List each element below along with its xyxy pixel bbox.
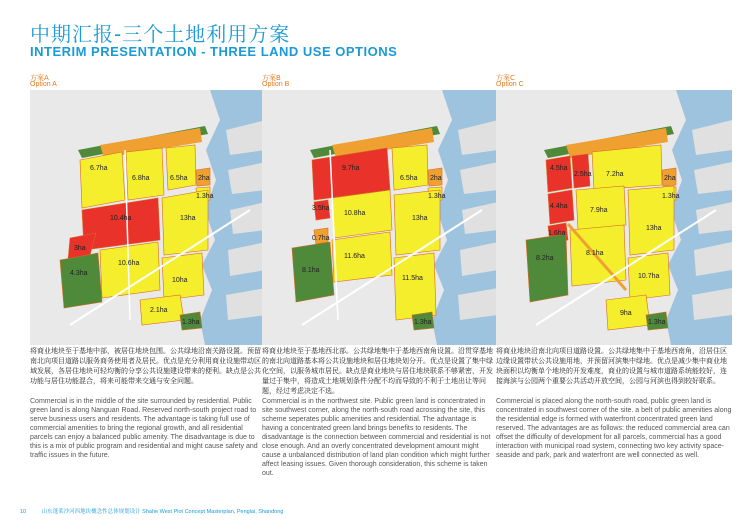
parcel-area-label: 1.3ha [428,193,446,200]
option-a-map [30,90,266,345]
parcel-area-label: 8.1ha [586,250,604,257]
page-title-en: INTERIM PRESENTATION - THREE LAND USE OPTIONS [30,44,398,59]
option-c-label-en: Option C [496,81,524,88]
parcel-area-label: 8.2ha [536,255,554,262]
parcel-area-label: 3.5ha [312,205,330,212]
option-a-label-cn: 方案A [30,74,49,82]
option-c-desc-en: Commercial is placed along the north-south road, public green land is concentrated in southwest corner of the site. a belt of public amenities along the residential edge is formed with waterfront concentrated green land reserved. The advantages are as follows: the reduced commercial area can offset the difficulty of development for all parcels, commercial has a good interaction with municipal road system, connecting two key activity space-seaside and park, park and waterfront are well connected as well. [496,398,732,459]
parcel-area-label: 2ha [430,175,442,182]
parcel-area-label: 4.3ha [70,270,88,277]
parcel-area-label: 10.8ha [344,210,366,217]
parcel-area-label: 10.4ha [110,215,132,222]
footer-text: 山东蓬莱沙河西地块概念性总体规划设计 Shahe West Plot Concept Masterplan, Penglai, Shandong [41,509,284,515]
option-c-map [496,90,732,345]
option-b-desc-cn: 将商业地块至于基地西北部。公共绿地集中于基地西南角设置。沿贯穿基地的南北向道路基本将公共设施地块和居住地块划分开。优点是设置了集中绿化空间，以服务城市居民。缺点是商业地块与居住地块联系不够紧密，开发量过于集中，将造成土地规划条件分配不均而导致的不利于土地出让等问题，经过考虑决定不选。 [262,347,493,395]
parcel-area-label: 1.3ha [648,319,666,326]
parcel-area-label: 9.7ha [342,165,360,172]
parcel-area-label: 1.3ha [662,193,680,200]
footer [20,507,283,515]
parcel-area-label: 1.3ha [196,193,214,200]
parcel-area-label: 6.7ha [90,165,108,172]
option-c-desc-cn: 将商业地块沿南北向项目道路设置。公共绿地集中于基地西南角，沿居住区边缘设置带状公共设施用地，并预留河滨集中绿地。优点是减少集中商业地块面积以均衡单个地块的开发难度，商业的设置与城市道路系统能较好，连接海滨与公园两个重要公共活动开放空间，公园与河滨也得到较好联系。 [496,347,727,385]
parcel-area-label: 6.5ha [400,175,418,182]
parcel-area-label: 7.2ha [606,171,624,178]
parcel-area-label: 10.6ha [118,260,140,267]
parcel-area-label: 2ha [664,175,676,182]
parcel-area-label: 4.5ha [550,165,568,172]
page-title-cn: 中期汇报-三个土地利用方案 [30,22,291,46]
option-c-label-cn: 方案C [496,74,515,82]
page-number: 10 [20,509,27,515]
parcel-area-label: 9ha [620,310,632,317]
option-b-label-en: Option B [262,81,290,88]
parcel-area-label: 1.6ha [548,230,566,237]
parcel-area-label: 7.9ha [590,207,608,214]
parcel-area-label: 6.8ha [132,175,150,182]
parcel-area-label: 6.5ha [170,175,188,182]
parcel-area-label: 13ha [646,225,662,232]
parcel-area-label: 1.3ha [414,319,432,326]
parcel-area-label: 4.4ha [550,203,568,210]
parcel-area-label: 2ha [198,175,210,182]
option-a-desc-cn: 将商业地块至于基地中部，被居住地块包围。公共绿地沿南关路设置。预留南北向项目道路以服务商务使用者及居民。优点是充分利用商业设施带动区域发展，各居住地块可轻均衡的分享公共设施建设带来的便利。缺点是公共功能与居住功能混合，将来可能带来交通与安全问题。 [30,347,261,385]
parcel-area-label: 3ha [74,245,86,252]
parcel-area-label: 1.3ha [182,319,200,326]
parcel-area-label: 0.7ha [312,235,330,242]
parcel-area-label: 10.7ha [638,273,660,280]
option-b-map [262,90,498,345]
option-b-label-cn: 方案B [262,74,281,82]
parcel-area-label: 2.1ha [150,307,168,314]
option-a-label-en: Option A [30,81,57,88]
parcel-area-label: 11.6ha [344,253,365,260]
parcel-area-label: 8.1ha [302,267,320,274]
parcel-area-label: 10ha [172,277,188,284]
option-b-desc-en: Commercial is in the northwest site. Public green land is concentrated in site southwest corner, along the north-south road acrossing the site, this scheme seperates public amenities and residential. The advantage is having a concentrated green land brings benefits to residents. The disadvantage is the connection between commercial and residential is not close enough. And an overly concentrated development amount might cause a unbalanced distribution of land plan condition which might further affect leasing issues. Given thorough consideration, this scheme is taken out. [262,398,491,477]
parcel-area-label: 11.5ha [402,275,423,282]
parcel-area-label: 13ha [180,215,196,222]
parcel-area-label: 13ha [412,215,428,222]
option-a-desc-en: Commercial is in the middle of the site surrounded by residential. Public green land is along Nanguan Road. Reserved north-south project road to serve business users and residents. The advantage is taking full use of commercial amenities to bring the regional growth, and all residential parcels can enjoy a balanced public amenity. The disadvantage is due to this is a mix of public program and residential and might cause safety and traffic issues in the future. [30,398,258,459]
parcel-area-label: 2.5ha [574,171,592,178]
